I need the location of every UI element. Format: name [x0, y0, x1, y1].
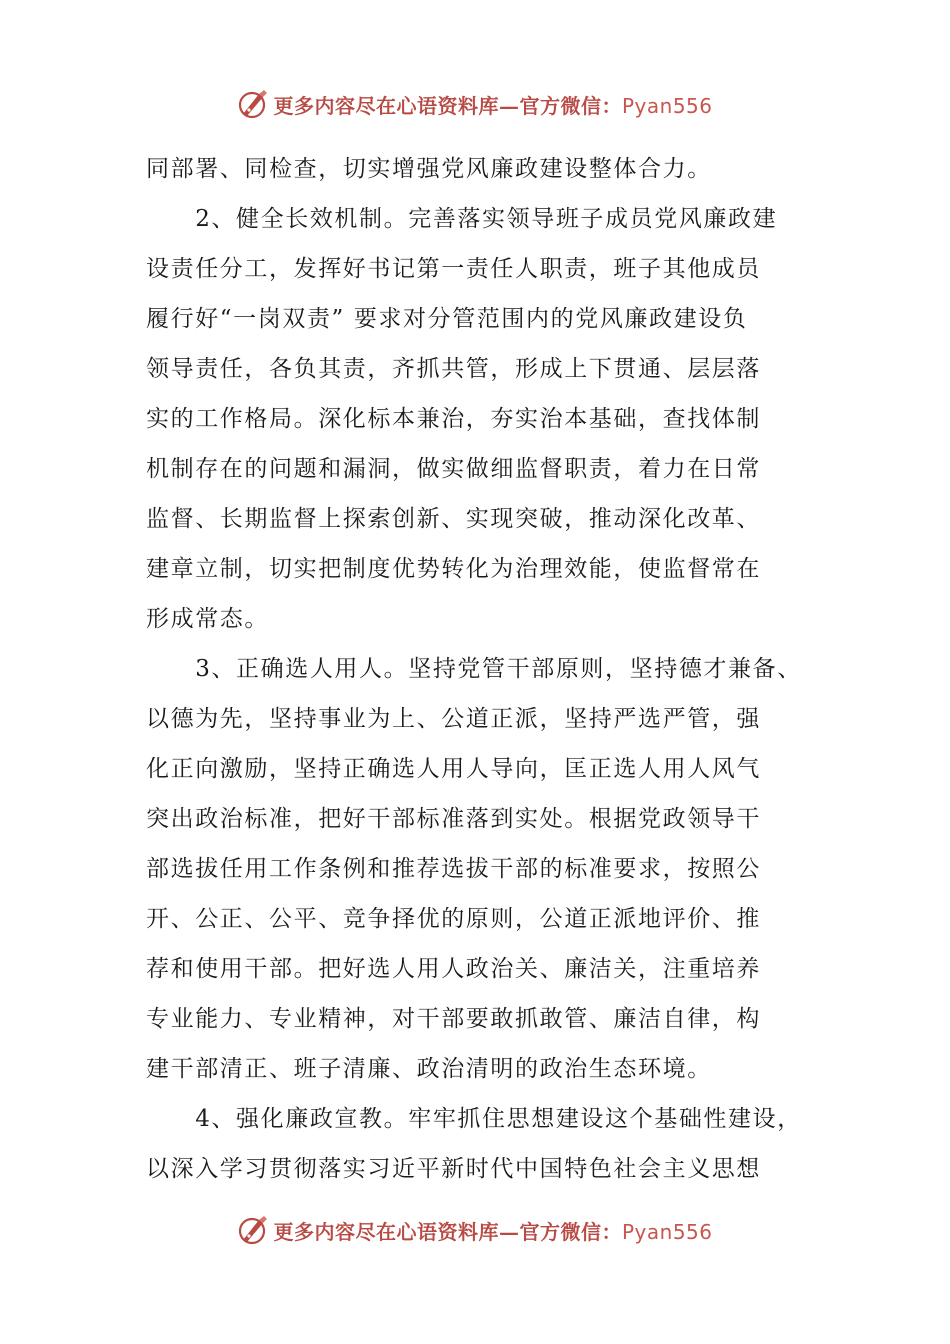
- footer-banner-text: 更多内容尽在心语资料库—官方微信：Pyan556: [273, 1219, 713, 1244]
- text-line: 建章立制，切实把制度优势转化为治理效能，使监督常在: [146, 556, 761, 582]
- text-line: 以德为先，坚持事业为上、公道正派，坚持严选严管，强: [146, 706, 761, 732]
- document-body: [146, 144, 824, 1194]
- pen-nib-logo-icon: [237, 1214, 269, 1246]
- footer-banner: [0, 1210, 950, 1250]
- header-banner: [0, 84, 950, 124]
- text-line: 突出政治标准，把好干部标准落到实处。根据党政领导干: [146, 806, 761, 832]
- footer-wechat-id: Pyan556: [621, 1219, 713, 1244]
- text-line: 领导责任，各负其责，齐抓共管，形成上下贯通、层层落: [146, 356, 761, 382]
- text-line: 专业能力、专业精神，对干部要敢抓敢管、廉洁自律，构: [146, 1006, 761, 1032]
- text-line: 2、健全长效机制。完善落实领导班子成员党风廉政建: [146, 206, 778, 232]
- text-line: 部选拔任用工作条例和推荐选拔干部的标准要求，按照公: [146, 856, 761, 882]
- text-line: 同部署、同检查，切实增强党风廉政建设整体合力。: [146, 156, 712, 182]
- text-line: 4、强化廉政宣教。牢牢抓住思想建设这个基础性建设，: [146, 1106, 802, 1132]
- text-line: 实的工作格局。深化标本兼治，夯实治本基础，查找体制: [146, 406, 761, 432]
- text-line: 3、正确选人用人。坚持党管干部原则，坚持德才兼备、: [146, 656, 802, 682]
- text-line: 履行好“一岗双责” 要求对分管范围内的党风廉政建设负: [146, 306, 748, 332]
- text-line: 建干部清正、班子清廉、政治清明的政治生态环境。: [146, 1056, 712, 1082]
- text-line: 以深入学习贯彻落实习近平新时代中国特色社会主义思想: [146, 1156, 761, 1182]
- text-line: 监督、长期监督上探索创新、实现突破，推动深化改革、: [146, 506, 761, 532]
- text-line: 开、公正、公平、竞争择优的原则，公道正派地评价、推: [146, 906, 761, 932]
- text-line: 化正向激励，坚持正确选人用人导向，匡正选人用人风气: [146, 756, 761, 782]
- text-line: 机制存在的问题和漏洞，做实做细监督职责，着力在日常: [146, 456, 761, 482]
- header-wechat-id: Pyan556: [621, 93, 713, 118]
- text-line: 设责任分工，发挥好书记第一责任人职责，班子其他成员: [146, 256, 761, 282]
- header-banner-text: 更多内容尽在心语资料库—官方微信：Pyan556: [273, 93, 713, 118]
- pen-nib-logo-icon: [237, 88, 269, 120]
- text-line: 荐和使用干部。把好选人用人政治关、廉洁关，注重培养: [146, 956, 761, 982]
- text-line: 形成常态。: [146, 606, 269, 632]
